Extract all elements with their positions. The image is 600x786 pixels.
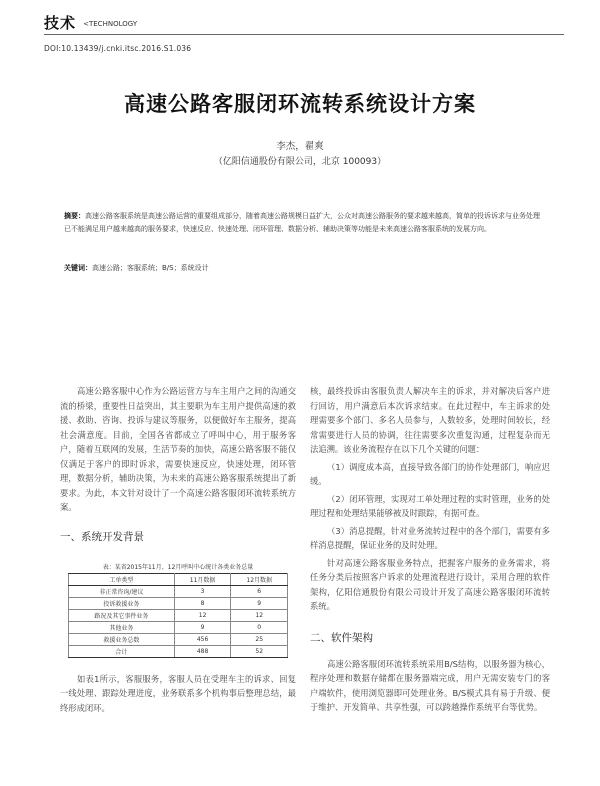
table-cell: 9 <box>174 621 231 633</box>
section-1-title: 一、系统开发背景 <box>60 530 144 543</box>
after-table-paragraph: 如表1所示，客服服务，客服人员在受理车主的诉求、回复一线处理、跟踪处理进度，业务联系多个机构事后整理总结，最终形成闭环。 <box>60 673 296 713</box>
keywords-label: 关键词： <box>64 264 92 272</box>
column-name-en: <TECHNOLOGY <box>83 20 138 28</box>
abstract <box>64 210 542 236</box>
table-header-cell: 11月数据 <box>174 573 231 585</box>
table-row <box>69 633 288 645</box>
table-cell: 488 <box>174 645 231 657</box>
table-cell: 12 <box>231 609 288 621</box>
header-rule <box>44 34 564 35</box>
journal-header <box>44 12 564 36</box>
table-row <box>69 609 288 621</box>
keywords <box>64 262 542 274</box>
column-name-en-text: TECHNOLOGY <box>88 20 138 28</box>
list-item: （1）调度成本高，直接导致各部门的协作处理部门，响应迟缓。 <box>310 461 550 486</box>
table-cell: 6 <box>231 585 288 597</box>
right-paragraph-1: 核，最终投诉由客服负责人解决车主的诉求，并对解决后客户进行回访，用户满意后本次诉求结束。在此过程中，车主诉求的处理需要多个部门、多名人员参与，人数较多，处理时间较长，经常需要进行人员的协调，往往需要多次重复沟通，过程复杂而无法追溯。该业务流程存在以下几个关键的问题： <box>310 386 550 454</box>
table-cell: 12 <box>174 609 231 621</box>
table-row <box>69 645 288 657</box>
table-cell: 合计 <box>69 645 175 657</box>
column-name: 技术 <box>44 14 77 32</box>
business-volume-table <box>68 573 288 658</box>
table-cell: 8 <box>174 597 231 609</box>
list-item: （2）闭环管理，实现对工单处理过程的实时管理，业务的处理过程和处理结果能够被及时跟踪，有据可查。 <box>310 493 550 518</box>
abstract-label: 摘要： <box>64 212 85 220</box>
intro-paragraph: 高速公路客服中心作为公路运营方与车主用户之间的沟通交流的桥梁，重要性日益突出，其主要职为车主用户提供高速的救援、救助、咨询、投诉与建议等服务，以便做好车主服务，提高社会满意度。目前，全国各省都成立了呼叫中心，用于服务客户，随着互联网的发展，生活节奏的加快，高速公路客服不能仅仅满足于客户的即时诉求，需要快速反应，快速处理，闭环管理，数据分析，辅助决策，为未来的高速公路客服系统提出了新要求。为此，本文针对设计了一个高速公路客服闭环流转系统方案。 <box>60 386 296 512</box>
right-paragraph-3: 高速公路客服闭环流转系统采用B/S结构，以服务器为核心，程序处理和数据存储都在服务器端完成，用户无需安装专门的客户端软件，使用浏览器即可处理业务。B/S模式具有易于升级、便于维护、开发简单、共享性强，可以跨越操作系统平台等优势。 <box>310 658 550 712</box>
left-column <box>60 384 296 715</box>
table-cell: 0 <box>231 621 288 633</box>
authors: 李杰，翟爽 <box>276 141 324 152</box>
table-header-row <box>69 573 288 585</box>
affiliation: （亿阳信通股份有限公司，北京 100093） <box>213 157 387 167</box>
doi: DOI:10.13439/j.cnki.itsc.2016.S1.036 <box>44 44 192 53</box>
table-cell: 其他业务 <box>69 621 175 633</box>
table-cell: 52 <box>231 645 288 657</box>
table-row <box>69 585 288 597</box>
table-cell: 救援业务总数 <box>69 633 175 645</box>
table-cell: 投诉救援业务 <box>69 597 175 609</box>
table-header-cell: 12月数据 <box>231 573 288 585</box>
section-2-title: 二、软件架构 <box>310 631 373 644</box>
table-cell: 路况及其它事件业务 <box>69 609 175 621</box>
table-header-cell: 工单类型 <box>69 573 175 585</box>
table-cell: 25 <box>231 633 288 645</box>
right-paragraph-2: 针对高速公路客服业务特点，把握客户服务的业务需求，将任务分类后按照客户诉求的处理流程进行设计，采用合理的软件架构，亿阳信通股份有限公司设计开发了高速公路客服闭环流转系统。 <box>310 557 550 611</box>
table-row <box>69 597 288 609</box>
table-cell: 9 <box>231 597 288 609</box>
table-cell: 3 <box>174 585 231 597</box>
table-row <box>69 621 288 633</box>
keywords-text: 高速公路；客服系统；B/S；系统设计 <box>92 264 209 272</box>
list-item: （3）消息提醒，针对业务流转过程中的各个部门，需要有多样消息提醒，保证业务的及时处理。 <box>310 525 550 550</box>
table-cell: 非正常咨询/建议 <box>69 585 175 597</box>
article-title: 高速公路客服闭环流转系统设计方案 <box>124 92 476 116</box>
right-column <box>310 384 550 715</box>
table-cell: 456 <box>174 633 231 645</box>
table-caption: 表：某省2015年11月、12月呼叫中心统计各类业务总量 <box>102 563 254 571</box>
abstract-text: 高速公路客服系统是高速公路运营的重要组成部分，随着高速公路规模日益扩大，公众对高速公路服务的要求越来越高，简单的投诉诉求与业务处理已不能满足用户越来越高的服务要求，快速反应、快速处理、闭环管理、数据分析、辅助决策等功能是未来高速公路客服系统的发展方向。 <box>64 212 540 233</box>
